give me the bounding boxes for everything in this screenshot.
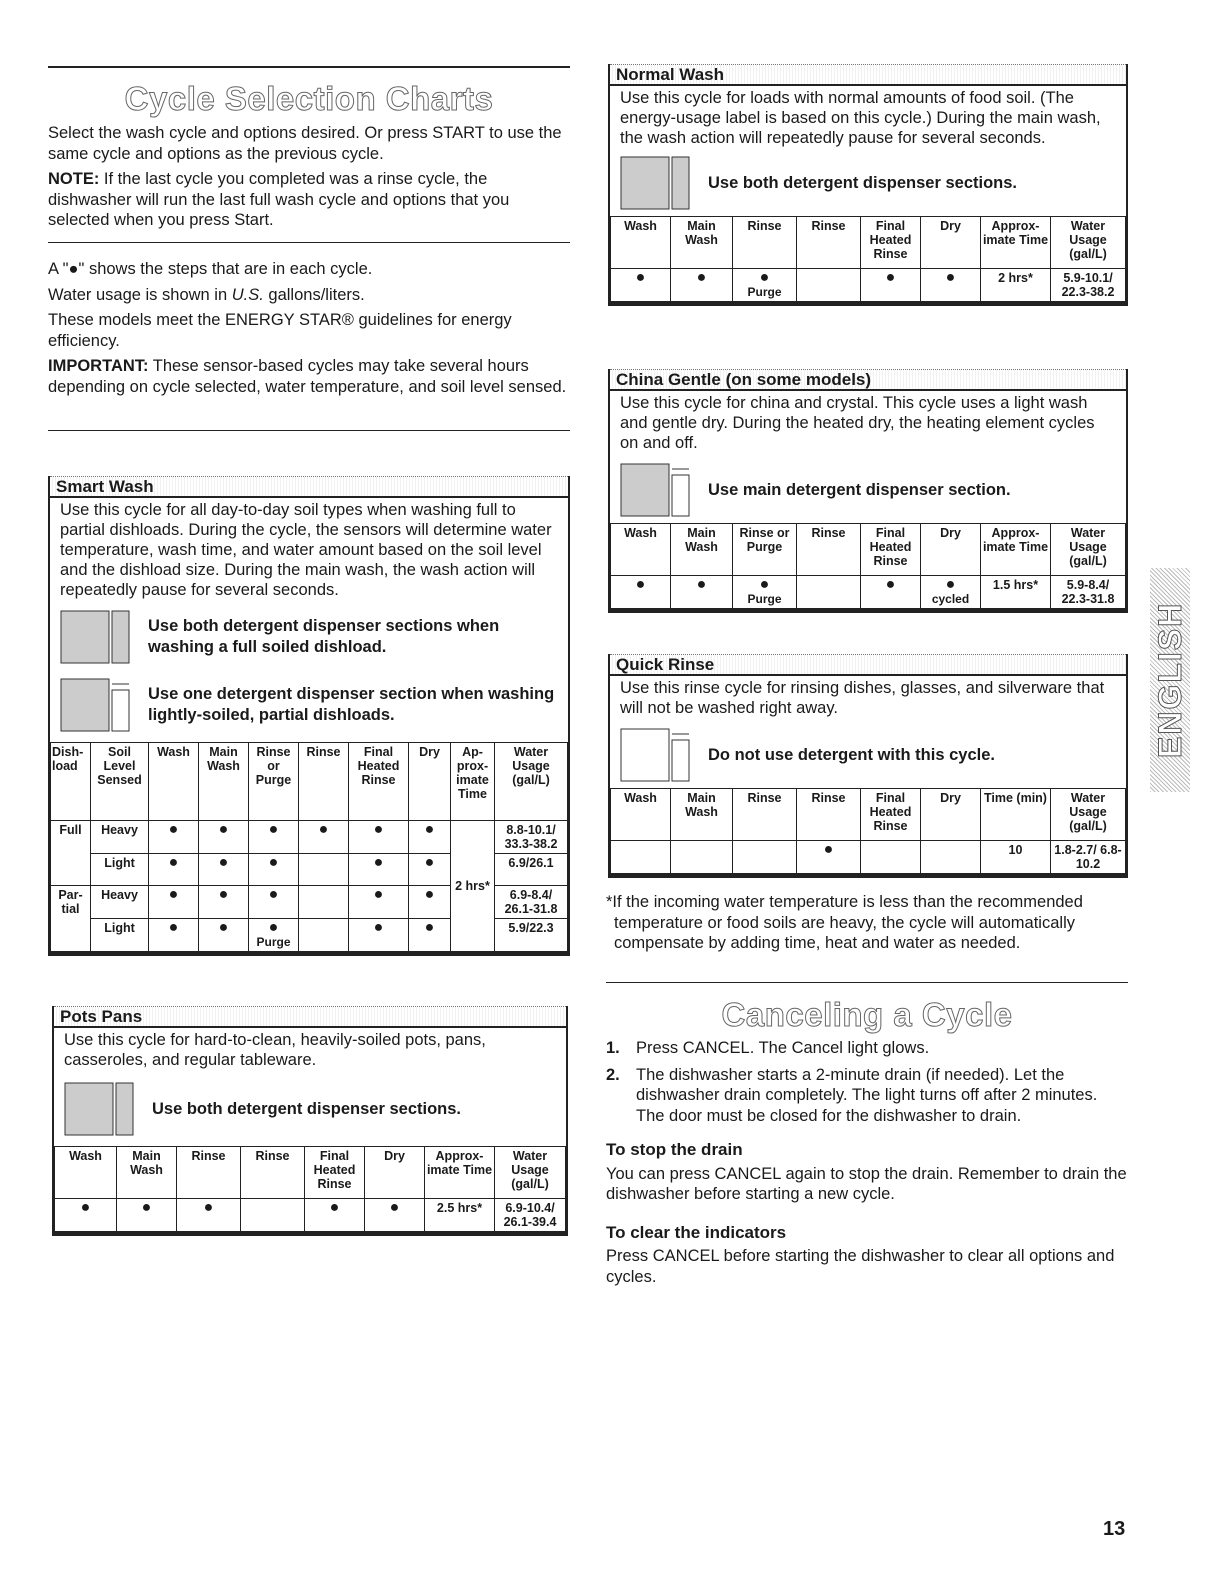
dot: ● bbox=[759, 269, 770, 286]
top-rule-left bbox=[48, 66, 570, 68]
dispenser-text: Use both detergent dispenser sections. bbox=[708, 173, 1017, 192]
divider bbox=[48, 242, 570, 243]
cell-water: 5.9-8.4/ 22.3-31.8 bbox=[1051, 576, 1126, 611]
smart-wash-table bbox=[50, 742, 568, 956]
dot: ● bbox=[55, 1199, 117, 1234]
water-line-pre: Water usage is shown in bbox=[48, 285, 232, 304]
col-main: Main Wash bbox=[671, 789, 733, 841]
col-main: Main Wash bbox=[671, 217, 733, 269]
col-rinse-or-purge: Rinse or Purge bbox=[733, 524, 797, 576]
dot: ● bbox=[299, 821, 349, 854]
col-dry: Dry bbox=[921, 217, 981, 269]
section-desc: Use this rinse cycle for rinsing dishes, glasses, and silverware that will not be washed right away. bbox=[620, 679, 1105, 717]
cell-water: 5.9/22.3 bbox=[495, 919, 568, 954]
col-dry: Dry bbox=[921, 789, 981, 841]
table-header-row bbox=[611, 217, 1126, 269]
col-final: Final Heated Rinse bbox=[305, 1147, 365, 1199]
dot: ● bbox=[149, 821, 199, 854]
cell-soil: Heavy bbox=[91, 886, 149, 919]
dot: ● bbox=[945, 576, 956, 593]
cell-time: 2.5 hrs* bbox=[425, 1199, 495, 1234]
table-row bbox=[611, 576, 1126, 611]
col-final: Final Heated Rinse bbox=[349, 743, 409, 821]
table-row bbox=[55, 1199, 566, 1234]
dispenser-text: Use main detergent dispenser section. bbox=[708, 480, 1011, 499]
step-number: 2. bbox=[606, 1065, 620, 1084]
intro-text: Select the wash cycle and options desired. Or press START to use the same cycle and options as the previous cycle. bbox=[48, 124, 562, 163]
dot: ● bbox=[409, 854, 451, 886]
page-title: Cycle Selection Charts bbox=[124, 80, 494, 117]
empty-cell bbox=[299, 919, 349, 954]
important-label: IMPORTANT: bbox=[48, 357, 149, 375]
col-time: Time (min) bbox=[981, 789, 1051, 841]
purge-label: Purge bbox=[747, 285, 782, 299]
empty-cell bbox=[797, 576, 861, 611]
quick-rinse-section bbox=[608, 654, 1128, 878]
dot: ● bbox=[149, 886, 199, 919]
dot: ● bbox=[611, 269, 671, 304]
purge-label: Purge bbox=[747, 592, 782, 606]
page-number: 13 bbox=[1103, 1518, 1126, 1540]
cell-rinse-purge bbox=[249, 919, 299, 954]
clear-indicators-title: To clear the indicators bbox=[606, 1222, 787, 1242]
cell-water: 6.9-8.4/ 26.1-31.8 bbox=[495, 886, 568, 919]
dispenser-text: Use both detergent dispenser sections when washing a full soiled dishload. bbox=[148, 617, 500, 656]
clear-indicators-text: Press CANCEL before starting the dishwasher to clear all options and cycles. bbox=[606, 1247, 1115, 1286]
col-rinse: Rinse bbox=[797, 217, 861, 269]
col-dry: Dry bbox=[365, 1147, 425, 1199]
col-rinse: Rinse bbox=[797, 524, 861, 576]
dot: ● bbox=[199, 886, 249, 919]
col-water: Water Usage (gal/L) bbox=[1051, 217, 1126, 269]
col-final: Final Heated Rinse bbox=[861, 524, 921, 576]
cell-soil: Light bbox=[91, 854, 149, 886]
dot: ● bbox=[249, 854, 299, 886]
dot: ● bbox=[268, 919, 279, 936]
intro-block bbox=[48, 123, 568, 236]
list-item bbox=[606, 1065, 1128, 1127]
cell-water: 1.8-2.7/ 6.8-10.2 bbox=[1051, 841, 1126, 876]
col-main: Main Wash bbox=[117, 1147, 177, 1199]
cell-load: Full bbox=[51, 821, 91, 886]
china-gentle-table bbox=[610, 523, 1126, 613]
dispenser-text: Do not use detergent with this cycle. bbox=[708, 745, 995, 764]
dispenser-instruction bbox=[610, 728, 1126, 782]
section-desc: Use this cycle for china and crystal. This cycle uses a light wash and gentle dry. During the heated dry, the heating element cycles on and off. bbox=[620, 394, 1095, 452]
col-approx: Ap- prox- imate Time bbox=[451, 743, 495, 821]
dispenser-instruction bbox=[54, 1082, 566, 1136]
dot: ● bbox=[177, 1199, 241, 1234]
col-water: Water Usage (gal/L) bbox=[495, 1147, 566, 1199]
col-rinse: Rinse bbox=[733, 789, 797, 841]
dot: ● bbox=[249, 821, 299, 854]
table-header-row bbox=[55, 1147, 566, 1199]
col-final: Final Heated Rinse bbox=[861, 789, 921, 841]
dot: ● bbox=[305, 1199, 365, 1234]
col-rinse: Rinse bbox=[299, 743, 349, 821]
dispenser-instruction bbox=[610, 156, 1126, 210]
step-number: 1. bbox=[606, 1039, 620, 1057]
col-approx: Approx- imate Time bbox=[981, 217, 1051, 269]
dispenser-empty-icon bbox=[620, 728, 690, 782]
cell-time: 10 bbox=[981, 841, 1051, 876]
dot: ● bbox=[409, 821, 451, 854]
dot: ● bbox=[149, 854, 199, 886]
quick-rinse-table bbox=[610, 788, 1126, 878]
section-title: Quick Rinse bbox=[610, 654, 1126, 676]
col-rinse: Rinse bbox=[177, 1147, 241, 1199]
cancel-heading: Canceling a Cycle bbox=[721, 996, 1013, 1033]
col-dishload: Dish-load bbox=[51, 743, 91, 821]
dispenser-main-icon bbox=[620, 463, 690, 517]
empty-cell bbox=[299, 886, 349, 919]
dot: ● bbox=[199, 854, 249, 886]
cell-time: 1.5 hrs* bbox=[981, 576, 1051, 611]
table-row bbox=[611, 841, 1126, 876]
water-usage-line bbox=[48, 285, 568, 306]
col-dry: Dry bbox=[921, 524, 981, 576]
purge-label: Purge bbox=[256, 935, 291, 949]
col-approx: Approx- imate Time bbox=[425, 1147, 495, 1199]
empty-cell bbox=[921, 841, 981, 876]
cancel-steps bbox=[606, 1038, 1128, 1126]
note-label: NOTE: bbox=[48, 170, 100, 188]
dot: ● bbox=[349, 886, 409, 919]
dot: ● bbox=[349, 854, 409, 886]
h-purge: Purge bbox=[255, 773, 292, 787]
empty-cell bbox=[671, 841, 733, 876]
col-main: Main Wash bbox=[199, 743, 249, 821]
divider bbox=[48, 430, 570, 431]
dot: ● bbox=[117, 1199, 177, 1234]
empty-cell bbox=[611, 841, 671, 876]
dot: ● bbox=[409, 886, 451, 919]
empty-cell bbox=[299, 854, 349, 886]
dispenser-instruction bbox=[610, 463, 1126, 517]
dot: ● bbox=[365, 1199, 425, 1234]
water-line-post: gallons/liters. bbox=[263, 285, 365, 304]
section-title: Pots Pans bbox=[54, 1006, 566, 1028]
dispenser-both-icon bbox=[64, 1082, 134, 1136]
col-main: Main Wash bbox=[671, 524, 733, 576]
normal-wash-section bbox=[608, 64, 1128, 306]
dot: ● bbox=[921, 269, 981, 304]
normal-wash-table bbox=[610, 216, 1126, 306]
step-text: The dishwasher starts a 2-minute drain (if needed). Let the dishwasher drain completely. The light turns off after 2 minutes. The door must be closed for the dishwasher to drain. bbox=[636, 1065, 1098, 1125]
cell-time: 2 hrs* bbox=[981, 269, 1051, 304]
col-water: Water Usage (gal/L) bbox=[1051, 524, 1126, 576]
col-dry: Dry bbox=[409, 743, 451, 821]
col-wash: Wash bbox=[149, 743, 199, 821]
empty-cell bbox=[797, 269, 861, 304]
cell-soil: Heavy bbox=[91, 821, 149, 854]
dot: ● bbox=[349, 919, 409, 954]
important-text: These sensor-based cycles may take several hours depending on cycle selected, water temperature, and soil level sensed. bbox=[48, 357, 567, 396]
china-gentle-section bbox=[608, 369, 1128, 613]
note-paragraph bbox=[48, 169, 568, 231]
water-line-us: U.S. bbox=[231, 285, 264, 304]
dot: ● bbox=[861, 269, 921, 304]
cell-water: 6.9-10.4/ 26.1-39.4 bbox=[495, 1199, 566, 1234]
dot-legend: A "●" shows the steps that are in each cycle. bbox=[48, 260, 373, 278]
table-header-row bbox=[51, 743, 568, 821]
dot: ● bbox=[249, 886, 299, 919]
dot: ● bbox=[671, 576, 733, 611]
col-water: Water Usage (gal/L) bbox=[1051, 789, 1126, 841]
stop-drain-title: To stop the drain bbox=[606, 1140, 743, 1159]
dot: ● bbox=[149, 919, 199, 954]
dot: ● bbox=[671, 269, 733, 304]
cell-load: Par- tial bbox=[51, 886, 91, 954]
pots-pans-section bbox=[52, 1006, 568, 1236]
col-final: Final Heated Rinse bbox=[861, 217, 921, 269]
dot: ● bbox=[409, 919, 451, 954]
table-header-row bbox=[611, 524, 1126, 576]
section-title: China Gentle (on some models) bbox=[610, 369, 1126, 391]
col-water: Water Usage (gal/L) bbox=[495, 743, 568, 821]
dispenser-both-icon bbox=[620, 156, 690, 210]
dot: ● bbox=[759, 576, 770, 593]
pots-pans-table bbox=[54, 1146, 566, 1236]
section-title: Smart Wash bbox=[50, 476, 568, 498]
important-paragraph bbox=[48, 356, 568, 397]
cycled-label: cycled bbox=[931, 592, 970, 606]
dot: ● bbox=[199, 821, 249, 854]
col-soil: Soil Level Sensed bbox=[91, 743, 149, 821]
dispenser-main-icon bbox=[60, 678, 130, 732]
col-wash: Wash bbox=[55, 1147, 117, 1199]
table-row bbox=[611, 269, 1126, 304]
divider bbox=[606, 982, 1128, 983]
dispenser-instruction bbox=[50, 678, 568, 732]
dot: ● bbox=[349, 821, 409, 854]
dot: ● bbox=[611, 576, 671, 611]
dot: ● bbox=[199, 919, 249, 954]
cell-rinse-purge bbox=[733, 576, 797, 611]
h-rinse: Rinse bbox=[256, 745, 291, 759]
col-rinse: Rinse bbox=[241, 1147, 305, 1199]
empty-cell bbox=[861, 841, 921, 876]
section-desc: Use this cycle for all day-to-day soil types when washing full to partial dishloads. During the cycle, the sensors will determine water temperature, wash time, and water amount based on the soil level and the dishload size. During the main wash, the wash action will repeatedly pause for several seconds. bbox=[60, 501, 552, 599]
dispenser-both-icon bbox=[60, 610, 130, 664]
step-text: Press CANCEL. The Cancel light glows. bbox=[636, 1039, 930, 1057]
h-or: or bbox=[267, 759, 280, 773]
col-rinse: Rinse bbox=[797, 789, 861, 841]
section-desc: Use this cycle for hard-to-clean, heavily-soiled pots, pans, casseroles, and regular tableware. bbox=[64, 1031, 486, 1069]
cell-rinse-purge bbox=[733, 269, 797, 304]
legend-block bbox=[48, 259, 568, 402]
cell-water: 6.9/26.1 bbox=[495, 854, 568, 886]
cell-water: 5.9-10.1/ 22.3-38.2 bbox=[1051, 269, 1126, 304]
dispenser-text: Use both detergent dispenser sections. bbox=[152, 1099, 461, 1118]
section-desc: Use this cycle for loads with normal amounts of food soil. (The energy-usage label is based on this cycle.) During the main wash, the wash action will repeatedly pause for several seconds. bbox=[620, 89, 1101, 147]
section-title: Normal Wash bbox=[610, 64, 1126, 86]
cell-water: 8.8-10.1/ 33.3-38.2 bbox=[495, 821, 568, 854]
cell-dry-cycled bbox=[921, 576, 981, 611]
note-text: If the last cycle you completed was a rinse cycle, the dishwasher will run the last full wash cycle and options that you selected when you press Start. bbox=[48, 170, 510, 229]
col-wash: Wash bbox=[611, 524, 671, 576]
smart-wash-section bbox=[48, 476, 570, 956]
empty-cell bbox=[733, 841, 797, 876]
energy-star-line: These models meet the ENERGY STAR® guidelines for energy efficiency. bbox=[48, 311, 512, 350]
col-approx: Approx- imate Time bbox=[981, 524, 1051, 576]
col-rinse: Rinse bbox=[733, 217, 797, 269]
cell-time: 2 hrs* bbox=[451, 821, 495, 954]
col-wash: Wash bbox=[611, 217, 671, 269]
dot: ● bbox=[861, 576, 921, 611]
dispenser-text: Use one detergent dispenser section when washing lightly-soiled, partial dishloads. bbox=[148, 685, 555, 724]
table-row bbox=[51, 821, 568, 854]
stop-drain-text: You can press CANCEL again to stop the drain. Remember to drain the dishwasher before starting a new cycle. bbox=[606, 1164, 1127, 1203]
list-item bbox=[606, 1038, 1128, 1059]
footnote: *If the incoming water temperature is less than the recommended temperature or food soils are heavy, the cycle will automatically compensate by adding time, heat and water as needed. bbox=[606, 893, 1083, 952]
cancel-block bbox=[606, 1038, 1128, 1287]
language-tab: ENGLISH bbox=[1152, 601, 1188, 759]
empty-cell bbox=[241, 1199, 305, 1234]
table-header-row bbox=[611, 789, 1126, 841]
dot: ● bbox=[797, 841, 861, 876]
dispenser-instruction bbox=[50, 610, 568, 664]
col-wash: Wash bbox=[611, 789, 671, 841]
col-rinse-or-purge bbox=[249, 743, 299, 821]
cell-soil: Light bbox=[91, 919, 149, 954]
